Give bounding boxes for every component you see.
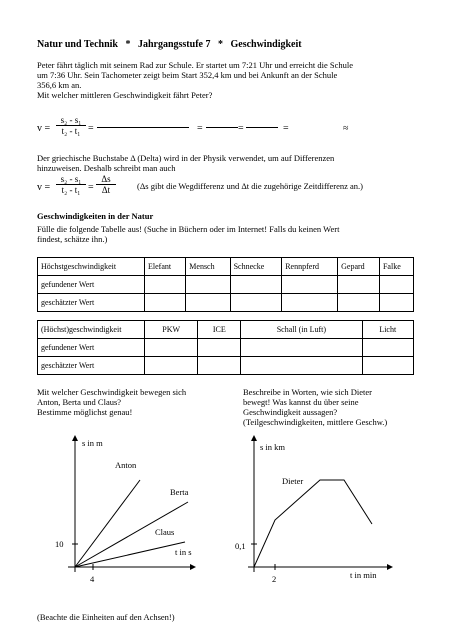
x-axis-label: t in min [350,570,377,580]
input-cell[interactable] [145,357,198,375]
question-line: Anton, Berta und Claus? [37,397,122,407]
table-header-cell: Gepard [338,258,380,276]
equals-sign: = [197,123,203,134]
section-line: findest, schätze ihn.) [37,234,108,244]
table-header-cell: Rennpferd [282,258,338,276]
row-label: geschätzter Wert [38,294,145,312]
input-cell[interactable] [230,276,282,294]
intro-line: um 7:36 Uhr. Sein Tachometer zeigt beim Start 352,4 km und bei Ankunft an der Schule [37,70,338,80]
input-cell[interactable] [241,357,362,375]
table-header-cell: Elefant [145,258,186,276]
fraction-numerator: s₂ - s₁ [56,174,86,185]
delta-denominator: Δt [101,185,111,195]
question-left [37,387,217,417]
footnote: (Beachte die Einheiten auf den Achsen!) [37,612,175,622]
input-cell[interactable] [241,339,362,357]
answer-line [206,127,238,128]
table-header-cell: PKW [145,321,198,339]
question-line: Bestimme möglichst genau! [37,407,133,417]
fraction-numerator: s₂ - s₁ [56,115,86,126]
input-cell[interactable] [379,294,413,312]
formula-v: v = [37,182,51,193]
table-header-row [38,258,414,276]
x-tick-label: 2 [272,574,277,584]
input-cell[interactable] [362,357,413,375]
input-cell[interactable] [338,276,380,294]
series-label-claus: Claus [155,527,175,537]
x-axis-label: t in s [175,547,192,557]
equals-sign: = [88,123,94,134]
series-label-dieter: Dieter [282,476,304,486]
question-line: bewegt! Was kannst du über seine [243,397,359,407]
table-row [38,276,414,294]
table-header-cell: Mensch [186,258,230,276]
formula-fraction [56,174,86,195]
y-axis-label: s in km [260,442,286,452]
series-label-berta: Berta [170,487,189,497]
intro-line: 356,6 km an. [37,80,82,90]
intro-line: Peter fährt täglich mit seinem Rad zur Schule. Er startet um 7:21 Uhr und erreicht die Schule [37,60,354,70]
intro-line: Mit welcher mittleren Geschwindigkeit fährt Peter? [37,90,213,100]
delta-line: hinzuweisen. Deshalb schreibt man auch [37,163,176,173]
row-label: geschätzter Wert [38,357,145,375]
delta-note: (Δs gibt die Wegdifferenz und Δt die zugehörige Zeitdifferenz an.) [137,181,363,191]
fraction-denominator: t₂ - t₁ [61,126,81,136]
delta-text [37,153,437,173]
speed-table-technology [37,320,414,375]
input-cell[interactable] [379,276,413,294]
input-cell[interactable] [198,357,241,375]
input-cell[interactable] [230,294,282,312]
input-cell[interactable] [145,276,186,294]
intro-text [37,60,427,100]
input-cell[interactable] [338,294,380,312]
series-label-anton: Anton [115,460,137,470]
answer-line [246,127,278,128]
table-header-cell: Höchstgeschwindigkeit [38,258,145,276]
input-cell[interactable] [282,276,338,294]
input-cell[interactable] [198,339,241,357]
answer-line [97,127,189,128]
input-cell[interactable] [145,339,198,357]
table-header-row [38,321,414,339]
equals-sign: = [88,182,94,193]
fraction-denominator: t₂ - t₁ [61,185,81,195]
delta-fraction [96,174,116,195]
row-label: gefundener Wert [38,276,145,294]
delta-numerator: Δs [96,174,116,185]
speed-table-nature [37,257,414,312]
input-cell[interactable] [282,294,338,312]
formula-fraction [56,115,86,136]
input-cell[interactable] [186,276,230,294]
table-header-cell: Schnecke [230,258,282,276]
question-line: Geschwindigkeit aussagen? [243,407,338,417]
table-header-cell: Falke [379,258,413,276]
y-axis-label: s in m [82,438,103,448]
equals-sign: = [238,123,244,134]
row-label: gefundener Wert [38,339,145,357]
section-title: Geschwindigkeiten in der Natur [37,211,154,221]
series-line-dieter [254,480,372,567]
delta-line: Der griechische Buchstabe Δ (Delta) wird in der Physik verwendet, um auf Differenzen [37,153,335,163]
table-header-cell: Schall (in Luft) [241,321,362,339]
input-cell[interactable] [362,339,413,357]
x-tick-label: 4 [90,574,95,584]
graph-right [232,432,397,587]
y-tick-label: 10 [55,539,64,549]
question-right [243,387,433,427]
graph-left [30,432,200,597]
question-line: (Teilgeschwindigkeiten, mittlere Geschw.) [243,417,388,427]
table-row [38,339,414,357]
table-header-cell: (Höchst)geschwindigkeit [38,321,145,339]
approx-sign: ≈ [343,123,349,134]
input-cell[interactable] [186,294,230,312]
input-cell[interactable] [145,294,186,312]
page-title: Natur und Technik * Jahrgangsstufe 7 * Geschwindigkeit [37,39,302,50]
y-tick-label: 0,1 [235,541,246,551]
section-line: Fülle die folgende Tabelle aus! (Suche in Büchern oder im Internet! Falls du keinen Wert [37,224,340,234]
equals-sign: = [283,123,289,134]
question-line: Beschreibe in Worten, wie sich Dieter [243,387,372,397]
question-line: Mit welcher Geschwindigkeit bewegen sich [37,387,187,397]
table-row [38,357,414,375]
table-header-cell: ICE [198,321,241,339]
section-text [37,224,437,244]
table-header-cell: Licht [362,321,413,339]
table-row [38,294,414,312]
formula-v: v = [37,123,51,134]
